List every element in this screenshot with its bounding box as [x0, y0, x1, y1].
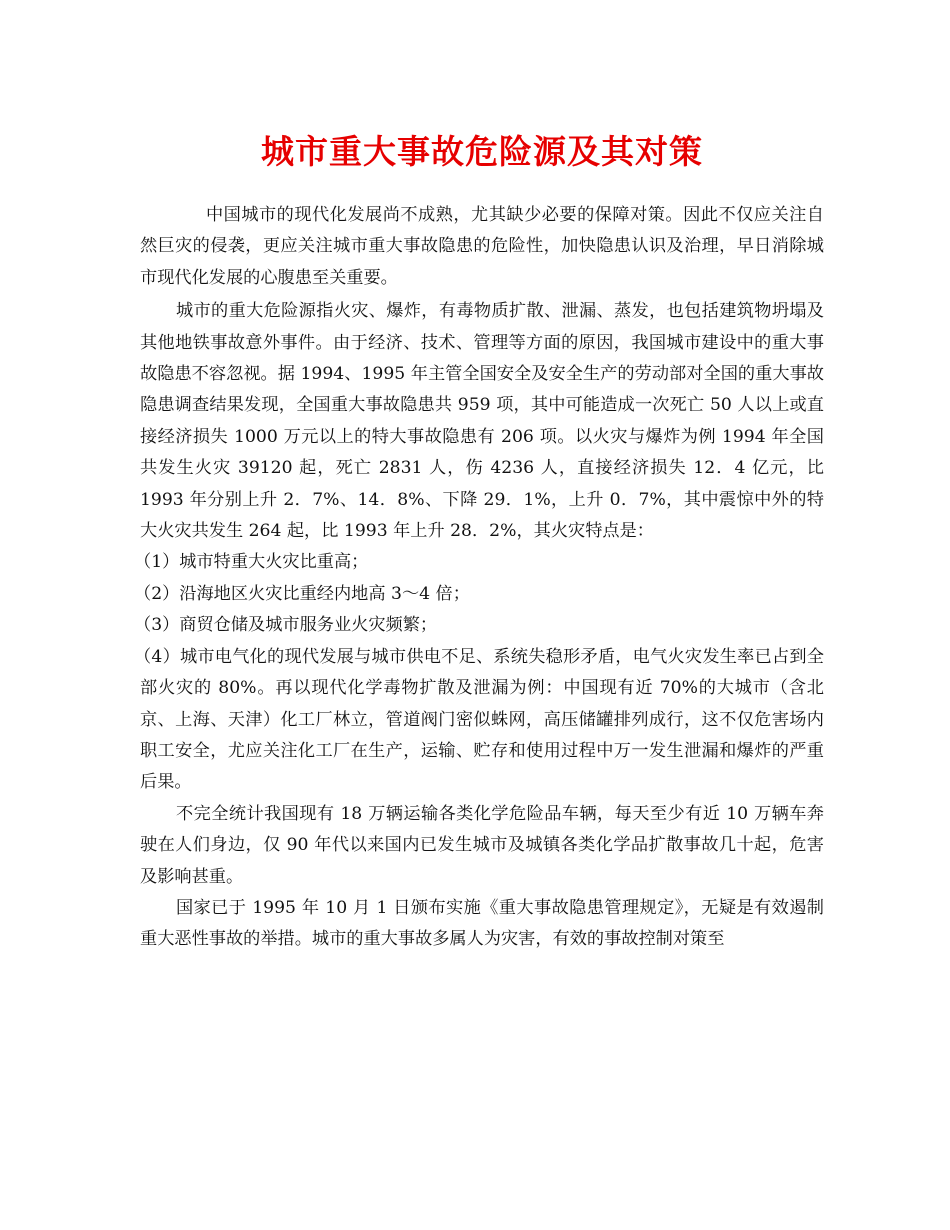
list-item-fire-4: （4）城市电气化的现代发展与城市供电不足、系统失稳形矛盾，电气火灾发生率已占到全部火灾的 80%。再以现代化学毒物扩散及泄漏为例：中国现有近 70%的大城市（含北京、上海、天津）化工厂林立，管道阀门密似蛛网，高压储罐排列成行，这不仅危害场内职工安全，尤应关注化工厂在生产，运输、贮存和使用过程中万一发生泄漏和爆炸的严重后果。 — [134, 646, 824, 793]
list-item-fire-2: （2）沿海地区火灾比重经内地高 3～4 倍； — [134, 583, 470, 604]
document-title: 城市重大事故危险源及其对策 — [261, 132, 703, 171]
paragraph-regulation: 国家已于 1995 年 10 月 1 日颁布实施《重大事故隐患管理规定》，无疑是有效遏制重大恶性事故的举措。城市的重大事故多属人为灾害，有效的事故控制对策至 — [140, 897, 824, 950]
document-body — [134, 200, 824, 956]
list-item-fire-3: （3）商贸仓储及城市服务业火灾频繁； — [134, 615, 438, 636]
list-item-fire-1: （1）城市特重大火灾比重高； — [134, 552, 369, 573]
document-page — [134, 0, 824, 956]
paragraph-hazard-sources: 城市的重大危险源指火灾、爆炸，有毒物质扩散、泄漏、蒸发，也包括建筑物坍塌及其他地铁事故意外事件。由于经济、技术、管理等方面的原因，我国城市建设中的重大事故隐患不容忽视。据 1994、1995 年主管全国安全及安全生产的劳动部对全国的重大事故隐患调查结果发现，全国重大事故隐患共 959 项，其中可能造成一次死亡 50 人以上或直接经济损失 1000 万元以上的特大事故隐患有 206 项。以火灾与爆炸为例 1994 年全国共发生火灾 39120 起，死亡 2831 人，伤 4236 人，直接经济损失 12．4 亿元，比 1993 年分别上升 2．7%、14．8%、下降 29．1%，上升 0．7%，其中震惊中外的特大火灾共发生 264 起，比 1993 年上升 28．2%，其火灾特点是： — [140, 301, 824, 542]
paragraph-vehicles: 不完全统计我国现有 18 万辆运输各类化学危险品车辆，每天至少有近 10 万辆车奔驶在人们身边，仅 90 年代以来国内已发生城市及城镇各类化学品扩散事故几十起，危害及影响甚重。 — [140, 803, 824, 887]
paragraph-intro: 中国城市的现代化发展尚不成熟，尤其缺少必要的保障对策。因此不仅应关注自然巨灾的侵袭，更应关注城市重大事故隐患的危险性，加快隐患认识及治理，早日消除城市现代化发展的心腹患至关重要。 — [140, 205, 824, 288]
